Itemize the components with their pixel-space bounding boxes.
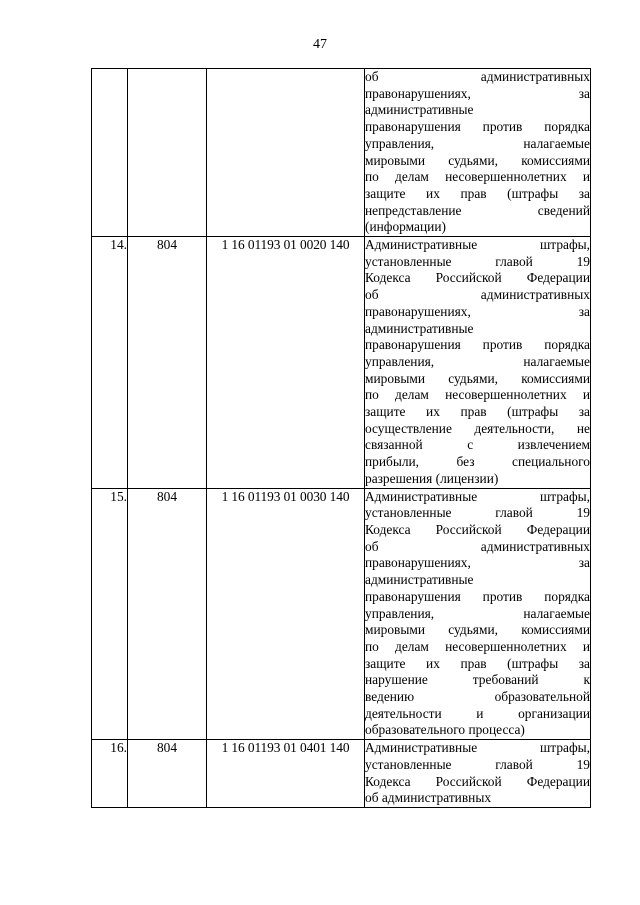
description-line: установленные главой 19 [365, 253, 590, 269]
budget-code-cell [207, 69, 365, 237]
row-number-cell: 15. [92, 488, 128, 740]
description-line: об административных [365, 790, 492, 806]
description-line: непредставление сведений [365, 202, 590, 218]
description-line: по делам несовершеннолетних и [365, 387, 590, 403]
description-line: правонарушениях, за [365, 85, 590, 101]
description-line: разрешения (лицензии) [365, 470, 499, 486]
description-line: нарушение требований к [365, 672, 590, 688]
description-line: связанной с извлечением [365, 437, 590, 453]
description-line: Административные штрафы, [365, 488, 590, 504]
table-row [92, 237, 591, 489]
description-line: административные [365, 102, 474, 118]
budget-code-cell: 1 16 01193 01 0401 140 [207, 740, 365, 808]
admin-code-cell: 804 [128, 237, 207, 489]
admin-code-cell [128, 69, 207, 237]
description-cell [365, 740, 591, 808]
description-line: Административные штрафы, [365, 237, 590, 253]
description-line: Кодекса Российской Федерации [365, 270, 590, 286]
description-line: мировыми судьями, комиссиями [365, 152, 590, 168]
description-line: установленные главой 19 [365, 505, 590, 521]
description-line: защите их прав (штрафы за [365, 404, 590, 420]
revenue-codes-table [91, 68, 591, 808]
description-line: образовательного процесса) [365, 722, 525, 738]
table-row [92, 69, 591, 237]
description-line: Кодекса Российской Федерации [365, 773, 590, 789]
table-row [92, 488, 591, 740]
row-number-cell: 16. [92, 740, 128, 808]
description-line: по делам несовершеннолетних и [365, 638, 590, 654]
admin-code-cell: 804 [128, 488, 207, 740]
description-line: прибыли, без специального [365, 454, 590, 470]
description-line: мировыми судьями, комиссиями [365, 370, 590, 386]
description-line: управления, налагаемые [365, 135, 590, 151]
description-line: защите их прав (штрафы за [365, 185, 590, 201]
budget-code-cell: 1 16 01193 01 0030 140 [207, 488, 365, 740]
description-cell [365, 237, 591, 489]
page-number: 47 [313, 37, 327, 52]
description-line: (информации) [365, 219, 446, 235]
description-line: деятельности и организации [365, 705, 590, 721]
description-line: правонарушения против порядка [365, 588, 590, 604]
description-line: административные [365, 572, 474, 588]
description-line: об административных [365, 287, 590, 303]
description-line: правонарушения против порядка [365, 119, 590, 135]
description-line: об административных [365, 69, 590, 84]
budget-code-cell: 1 16 01193 01 0020 140 [207, 237, 365, 489]
admin-code-cell: 804 [128, 740, 207, 808]
description-line: об административных [365, 538, 590, 554]
description-line: мировыми судьями, комиссиями [365, 622, 590, 638]
description-line: защите их прав (штрафы за [365, 655, 590, 671]
description-line: управления, налагаемые [365, 605, 590, 621]
row-number-cell [92, 69, 128, 237]
description-line: правонарушениях, за [365, 555, 590, 571]
row-number-cell: 14. [92, 237, 128, 489]
description-line: управления, налагаемые [365, 353, 590, 369]
description-line: административные [365, 320, 474, 336]
description-line: правонарушения против порядка [365, 337, 590, 353]
description-line: правонарушениях, за [365, 303, 590, 319]
description-cell [365, 488, 591, 740]
description-line: установленные главой 19 [365, 756, 590, 772]
description-line: Кодекса Российской Федерации [365, 521, 590, 537]
description-line: по делам несовершеннолетних и [365, 169, 590, 185]
table-body [92, 69, 591, 808]
description-line: осуществление деятельности, не [365, 420, 590, 436]
description-line: Административные штрафы, [365, 740, 590, 756]
table-row [92, 740, 591, 808]
description-line: ведению образовательной [365, 689, 590, 705]
description-cell [365, 69, 591, 237]
